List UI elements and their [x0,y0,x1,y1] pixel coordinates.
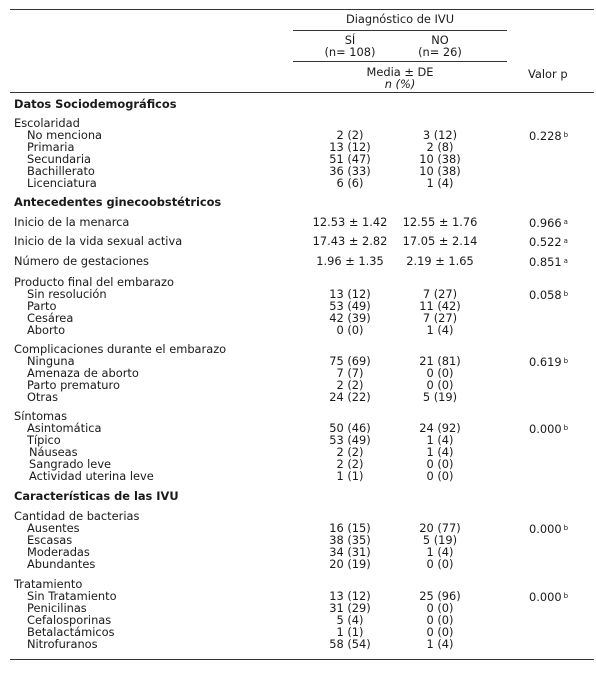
cell-no: 24 (92) [419,421,461,435]
cell-si: 50 (46) [329,421,371,435]
cell-si: 31 (29) [329,601,371,615]
cell-no: 0 (0) [426,557,454,571]
cell-si: 13 (12) [329,589,371,603]
row-label: Amenaza de aborto [27,366,139,380]
cell-no: 10 (38) [419,152,461,166]
cell-si: 58 (54) [329,637,371,651]
p-superscript: b [563,290,569,298]
cell-si: 13 (12) [329,287,371,301]
cell-no: 12.55 ± 1.76 [402,215,478,229]
cell-no: 10 (38) [419,164,461,178]
cell-no: 0 (0) [426,469,454,483]
stat-line2-text: n (%) [384,77,416,91]
cell-no: 5 (19) [422,533,458,547]
p-value-text: 0.000 [529,422,562,436]
row-label: Típico [27,433,61,447]
row-label: No menciona [27,128,103,142]
p-superscript: b [563,424,569,432]
row-label: Sangrado leve [29,457,112,471]
col-no-n: (n= 26) [418,45,462,59]
cell-no: 0 (0) [426,366,454,380]
p-value [529,216,568,229]
cell-si: 17.43 ± 2.82 [312,234,388,248]
row-label: Abundantes [27,557,96,571]
p-value-text: 0.966 [529,216,562,230]
row-label: Secundaria [27,152,91,166]
cell-no: 0 (0) [426,613,454,627]
cell-no: 1 (4) [426,433,454,447]
row-label: Ausentes [27,521,80,535]
p-value-text: 0.851 [529,255,562,269]
cell-no: 3 (12) [422,128,458,142]
p-value-text: 0.000 [529,522,562,536]
stat-line2 [293,78,507,90]
cell-no: 11 (42) [419,299,461,313]
cell-no: 1 (4) [426,176,454,190]
row-label: Penicilinas [27,601,87,615]
p-superscript: b [563,357,569,365]
row-label: Inicio de la menarca [14,215,130,229]
cell-no: 20 (77) [419,521,461,535]
cell-no: 25 (96) [419,589,461,603]
p-value-text: 0.058 [529,288,562,302]
cell-si: 53 (49) [329,299,371,313]
col-no-label: NO [431,33,449,47]
row-label: Náuseas [29,445,78,459]
p-superscript: b [563,524,569,532]
p-superscript: b [563,131,569,139]
cell-si: 36 (33) [329,164,371,178]
p-superscript: b [563,592,569,600]
p-value-text: 0.522 [529,235,562,249]
row-label: Producto final del embarazo [14,275,174,289]
pvalue-header-text: Valor p [528,67,568,81]
row-label: Sin Tratamiento [27,589,117,603]
row-label: Tratamiento [14,577,83,591]
cell-no: 1 (4) [426,637,454,651]
cell-si: 0 (0) [336,323,364,337]
row-label: Moderadas [27,545,90,559]
cell-si: 1.96 ± 1.35 [316,254,384,268]
cell-si: 20 (19) [329,557,371,571]
cell-no: 1 (4) [426,323,454,337]
row-label: Cefalosporinas [27,613,112,627]
row-label: Parto [27,299,57,313]
row-label: Escasas [27,533,73,547]
table-top-rule [10,9,594,10]
cell-no: 7 (27) [422,287,458,301]
cell-si: 24 (22) [329,390,371,404]
cell-si: 51 (47) [329,152,371,166]
cell-no: 2.19 ± 1.65 [406,254,474,268]
section-title-gineco: Antecedentes ginecoobstétricos [14,195,222,209]
cell-si: 38 (35) [329,533,371,547]
cell-no: 21 (81) [419,354,461,368]
cell-si: 34 (31) [329,545,371,559]
p-value [529,522,568,535]
row-label: Complicaciones durante el embarazo [14,342,227,356]
p-value [529,355,568,368]
cell-no: 5 (19) [422,390,458,404]
section-title-demo: Datos Sociodemográficos [14,97,177,111]
col-yes-label: SÍ [344,33,356,47]
col-yes-n: (n= 108) [324,45,376,59]
cell-si: 16 (15) [329,521,371,535]
cell-si: 13 (12) [329,140,371,154]
cell-no: 0 (0) [426,378,454,392]
p-value-text: 0.228 [529,129,562,143]
p-value [529,590,568,603]
cell-si: 53 (49) [329,433,371,447]
group-rule [293,30,507,31]
row-label: Cesárea [27,311,74,325]
row-label: Aborto [27,323,66,337]
row-label: Síntomas [14,409,68,423]
row-label: Primaria [27,140,75,154]
cell-no: 1 (4) [426,445,454,459]
cell-si: 2 (2) [336,445,364,459]
cell-no: 7 (27) [422,311,458,325]
stat-line1: Media ± DE [366,65,434,79]
stat-rule [293,61,507,62]
group-title: Diagnóstico de IVU [345,12,455,26]
p-value-text: 0.619 [529,355,562,369]
cell-no: 17.05 ± 2.14 [402,234,478,248]
row-label: Inicio de la vida sexual activa [14,234,183,248]
p-superscript: a [563,257,568,265]
cell-si: 1 (1) [336,625,364,639]
row-label: Bachillerato [27,164,95,178]
p-value [529,288,568,301]
row-label: Licenciatura [27,176,97,190]
row-label: Parto prematuro [27,378,120,392]
cell-si: 6 (6) [336,176,364,190]
table-bottom-rule [10,659,594,660]
cell-si: 5 (4) [336,613,364,627]
p-value [529,255,568,268]
cell-no: 0 (0) [426,625,454,639]
cell-no: 0 (0) [426,457,454,471]
row-label: Número de gestaciones [14,254,149,268]
section-title-ivu: Características de las IVU [14,489,179,503]
row-label: Asintomática [27,421,102,435]
cell-no: 2 (8) [426,140,454,154]
cell-si: 7 (7) [336,366,364,380]
cell-si: 1 (1) [336,469,364,483]
p-value [529,235,568,248]
row-label: Cantidad de bacterias [14,509,140,523]
row-label: Otras [27,390,59,404]
p-value-text: 0.000 [529,590,562,604]
header-bottom-rule [10,92,594,93]
row-label: Nitrofuranos [27,637,98,651]
pvalue-header [528,68,568,80]
row-label: Betalactámicos [27,625,115,639]
cell-si: 2 (2) [336,378,364,392]
cell-no: 0 (0) [426,601,454,615]
row-label: Ninguna [27,354,75,368]
p-superscript: a [563,218,568,226]
p-value [529,422,568,435]
cell-no: 1 (4) [426,545,454,559]
row-label: Escolaridad [14,116,80,130]
cell-si: 12.53 ± 1.42 [312,215,388,229]
p-superscript: a [563,237,568,245]
row-label: Actividad uterina leve [29,469,154,483]
cell-si: 75 (69) [329,354,371,368]
cell-si: 2 (2) [336,457,364,471]
cell-si: 42 (39) [329,311,371,325]
p-value [529,129,568,142]
cell-si: 2 (2) [336,128,364,142]
row-label: Sin resolución [27,287,107,301]
